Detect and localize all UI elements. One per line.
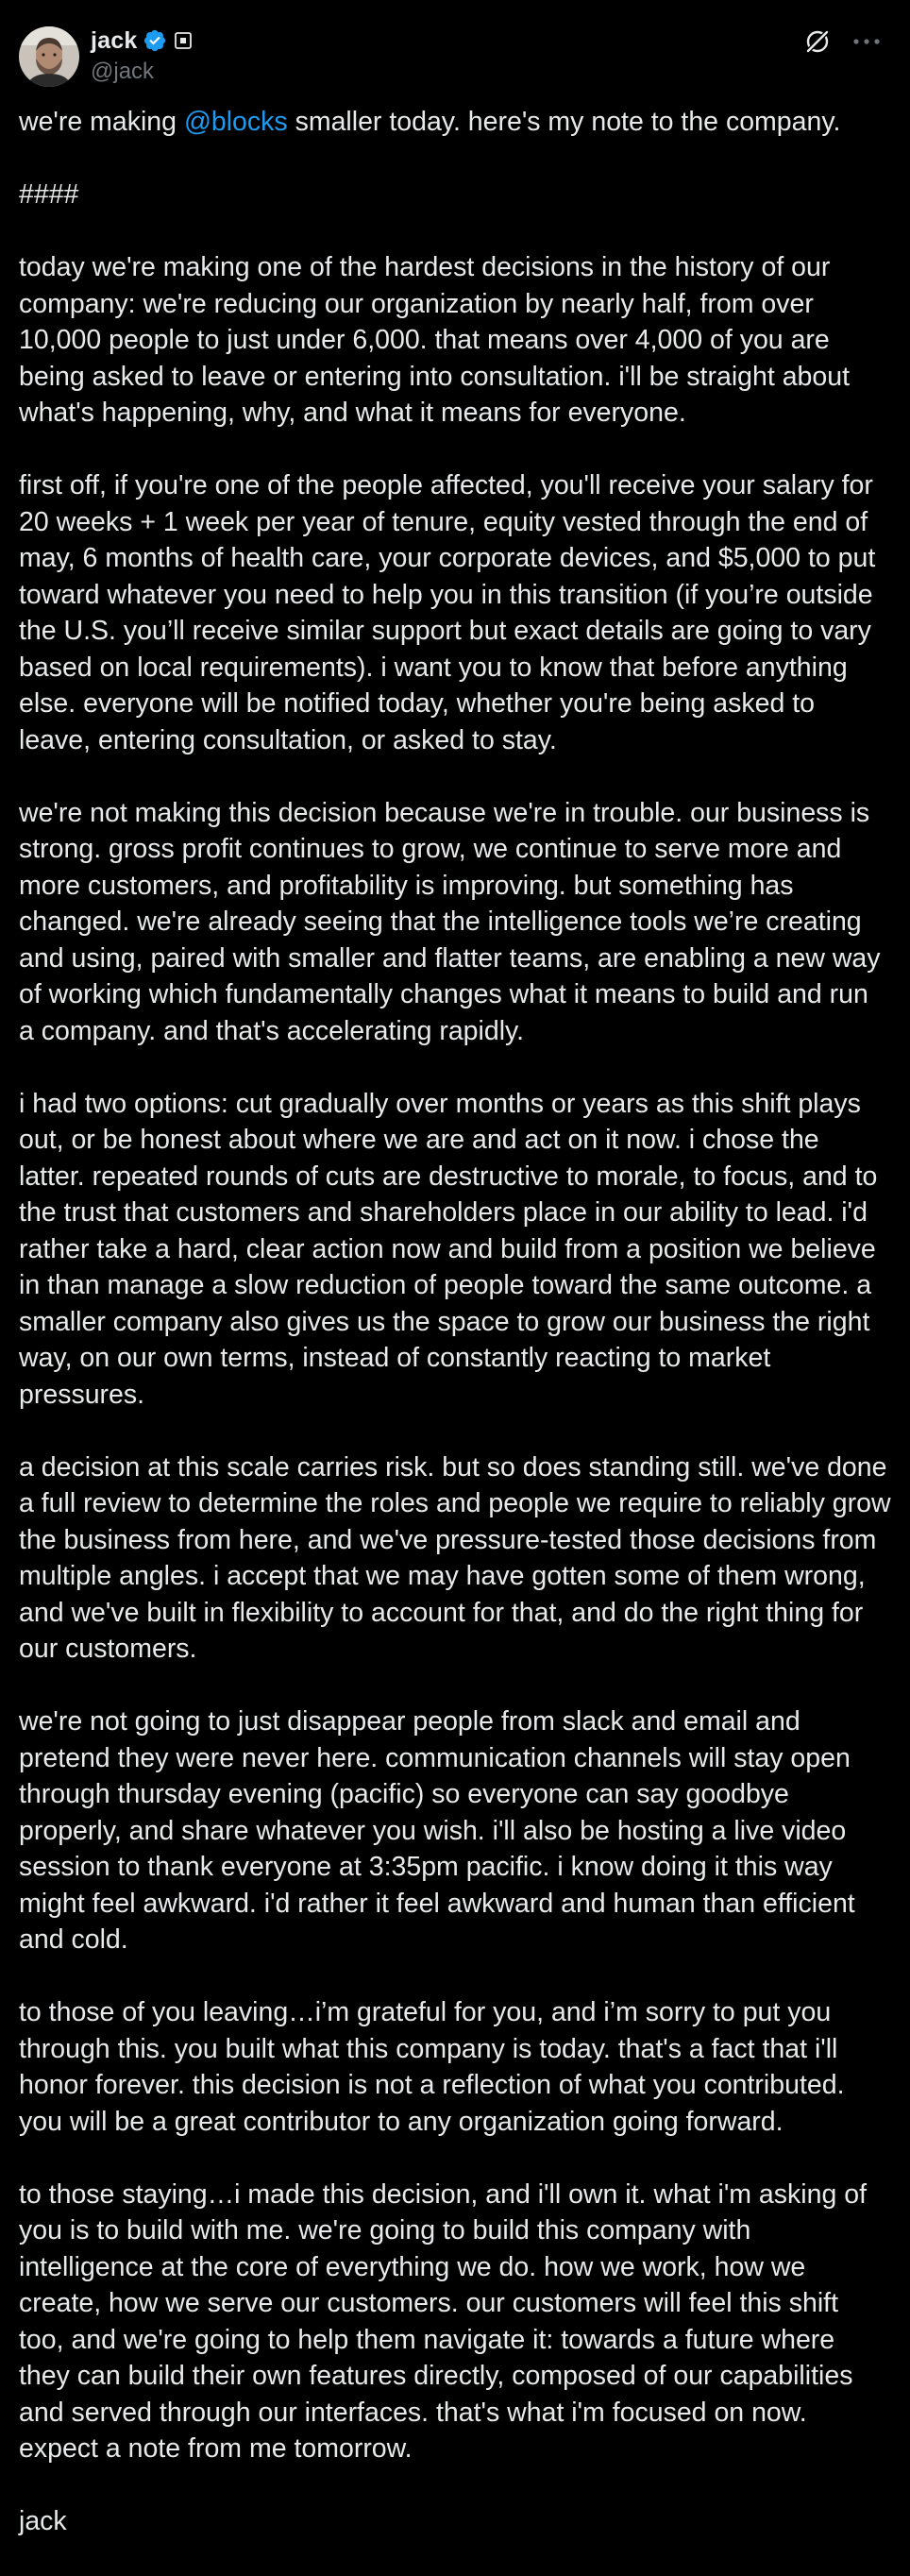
paragraph-line: latter. repeated rounds of cuts are destructive to morale, to focus, and to (19, 1161, 878, 1192)
paragraph-line: they can build their own features directly, composed of our capabilities (19, 2361, 853, 2391)
paragraph-line: to those staying…i made this decision, and i'll own it. what i'm asking of (19, 2178, 867, 2210)
post-paragraph-7 (19, 1994, 891, 2140)
verified-badge-icon (143, 28, 167, 53)
paragraph-line: intelligence at the core of everything we do. how we work, how we (19, 2251, 806, 2282)
post-paragraph-3 (19, 795, 891, 1050)
paragraph-line: else. everyone will be notified today, whether you're being asked to (19, 688, 816, 719)
affiliate-square-icon (175, 32, 192, 49)
post-body (19, 104, 891, 2576)
paragraph-line: in than manage a slow reduction of people toward the same outcome. a (19, 1270, 872, 1300)
post-paragraph-8 (19, 2177, 891, 2467)
paragraph-line: honor forever. this decision is not a reflection of what you contributed. (19, 2070, 845, 2100)
paragraph-line: and we've built in flexibility to account for that, and do the right thing for (19, 1597, 864, 1628)
post-intro (19, 104, 891, 141)
paragraph-line: properly, and share whatever you wish. i'll also be hosting a live video (19, 1815, 847, 1846)
paragraph-line: based on local requirements). i want you to know that before anything (19, 652, 848, 683)
paragraph-line: a company. and that's accelerating rapidly. (19, 1015, 525, 1046)
intro-after: smaller today. here's my note to the company. (287, 107, 841, 137)
paragraph-line: too, and we're going to help them navigate it: towards a future where (19, 2324, 835, 2355)
paragraph-line: of working which fundamentally changes what it means to build and run (19, 979, 868, 1009)
author-handle[interactable]: @jack (91, 59, 155, 84)
intro-before: we're making (19, 107, 184, 137)
paragraph-line: strong. gross profit continues to grow, we continue to serve more and (19, 834, 842, 864)
paragraph-line: session to thank everyone at 3:35pm pacific. i know doing it this way (19, 1852, 833, 1882)
paragraph-line: you will be a great contributor to any organization going forward. (19, 2106, 784, 2137)
paragraph-line: create, how we serve our customers. our customers will feel this shift (19, 2288, 838, 2318)
paragraph-line: through this. you built what this company is today. that's a fact that i'll (19, 2033, 838, 2064)
paragraph-line: i had two options: cut gradually over months or years as this shift plays (19, 1088, 861, 1119)
avatar-image (19, 26, 79, 87)
paragraph-line: and served through our interfaces. that's what i'm focused on now. (19, 2397, 807, 2428)
paragraph-line: pressures. (19, 1379, 145, 1410)
paragraph-line: rather take a hard, clear action now and build from a position we believe (19, 1233, 876, 1264)
paragraph-line: way, on our own terms, instead of constantly reacting to market (19, 1343, 771, 1373)
paragraph-line: what's happening, why, and what it means for everyone. (19, 398, 686, 428)
paragraph-line: the U.S. you’ll receive similar support but exact details are going to vary (19, 616, 871, 646)
paragraph-line: 10,000 people to just under 6,000. that means over 4,000 of you are (19, 325, 830, 355)
paragraph-line: a decision at this scale carries risk. but so does standing still. we've done (19, 1451, 887, 1483)
paragraph-line: might feel awkward. i'd rather it feel awkward and human than efficient (19, 1888, 855, 1919)
paragraph-line: you is to build with me. we're going to build this company with (19, 2215, 751, 2246)
post-signature: jack (19, 2506, 67, 2536)
paragraph-line: toward whatever you need to help you in this transition (if you’re outside (19, 579, 873, 610)
paragraph-line: the business from here, and we've pressure-tested those decisions from (19, 1524, 877, 1555)
paragraph-line: multiple angles. i accept that we may have gotten some of them wrong, (19, 1561, 866, 1591)
paragraph-line: changed. we're already seeing that the intelligence tools we’re creating (19, 907, 862, 937)
post-paragraph-6 (19, 1703, 891, 1958)
post-paragraph-5 (19, 1449, 891, 1668)
paragraph-line: out, or be honest about where we are and act on it now. i chose the (19, 1125, 819, 1155)
post-header (19, 26, 891, 89)
grok-icon[interactable] (802, 26, 833, 57)
paragraph-line: we're not going to just disappear people from slack and email and (19, 1706, 800, 1737)
author-display-name[interactable]: jack (91, 26, 138, 54)
post-divider: #### (19, 179, 79, 210)
paragraph-line: we're not making this decision because we're in trouble. our business is (19, 797, 870, 828)
paragraph-line: today we're making one of the hardest decisions in the history of our (19, 252, 831, 282)
paragraph-line: and using, paired with smaller and flatter teams, are enabling a new way (19, 942, 881, 974)
paragraph-line: being asked to leave or entering into consultation. i'll be straight about (19, 361, 851, 392)
post-paragraph-1 (19, 249, 891, 432)
paragraph-line: and cold. (19, 1924, 128, 1955)
avatar[interactable] (19, 26, 79, 87)
paragraph-line: a full review to determine the roles and people we require to reliably grow (19, 1488, 891, 1518)
paragraph-line: through thursday evening (pacific) so everyone can say goodbye (19, 1779, 789, 1809)
paragraph-line: 20 weeks + 1 week per year of tenure, equity vested through the end of (19, 506, 868, 537)
paragraph-line: expect a note from me tomorrow. (19, 2433, 413, 2464)
name-row (91, 26, 192, 55)
paragraph-line: more customers, and profitability is improving. but something has (19, 870, 794, 901)
paragraph-line: our customers. (19, 1634, 197, 1664)
paragraph-line: first off, if you're one of the people affected, you'll receive your salary for (19, 470, 873, 500)
paragraph-line: to those of you leaving…i’m grateful for you, and i’m sorry to put you (19, 1997, 832, 2027)
paragraph-line: pretend they were never here. communication channels will stay open (19, 1742, 851, 1773)
paragraph-line: company: we're reducing our organization by nearly half, from over (19, 288, 814, 319)
paragraph-line: may, 6 months of health care, your corporate devices, and $5,000 to put (19, 543, 876, 573)
paragraph-line: smaller company also gives us the space to grow our business the right (19, 1306, 870, 1337)
more-horizontal-icon[interactable] (851, 34, 882, 49)
paragraph-line: leave, entering consultation, or asked to stay. (19, 724, 557, 755)
blocks-mention-link[interactable]: @blocks (183, 107, 288, 137)
post-paragraph-2 (19, 467, 891, 758)
post-paragraph-4 (19, 1086, 891, 1414)
paragraph-line: the trust that customers and shareholders place in our ability to lead. i'd (19, 1197, 868, 1228)
